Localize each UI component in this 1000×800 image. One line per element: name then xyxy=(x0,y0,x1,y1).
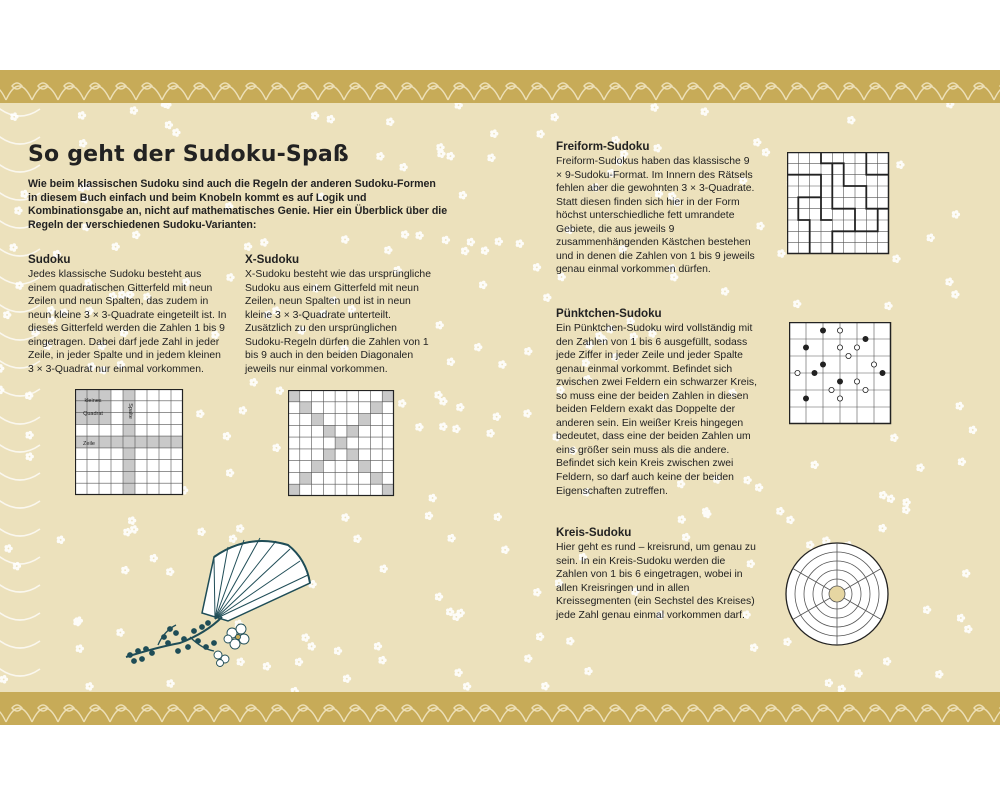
puenktchen-text: Ein Pünktchen-Sudoku wird vollständig mit den Zahlen von 1 bis 6 ausgefüllt, sodass jede Ziffer in jeder Zeile und jeder Spalte genau einmal vorkommt. Befindet sich zwischen zwei Feldern ein schwarzer Kreis, so muss eine der beiden Zahlen in diesen beiden Feldern exakt das Doppelte der anderen sein. Ein weißer Kreis hingegen bedeutet, dass eine der beiden Zahlen um eins größer sein muss als die andere. Befindet sich kein Kreis zwischen zwei Feldern, so darf auch keine der beiden Eigenschaften zutreffen. xyxy=(556,323,757,497)
xsudoku-grid-diagram xyxy=(288,390,396,498)
xsudoku-heading: X-Sudoku xyxy=(245,253,300,266)
freiform-text: Freiform-Sudokus haben das klassische 9 × 9-Sudoku-Format. Im Innern des Rätsels fehlen aber die gewohnten 3 × 3-Quadrate. Statt diesen finden sich hier in der Form höchst unterschiedliche fett umrandete Gebiete, die aus jeweils 9 zusammenhängenden Kästchen bestehen und in denen die Zahlen von 1 bis 9 jeweils genau einmal vorkommen dürfen. xyxy=(556,156,755,276)
folding-fan xyxy=(202,538,310,621)
xsudoku-text: X-Sudoku besteht wie das ursprüngliche Sudoku aus einem Gitterfeld mit neun Zeilen, neun Spalten und ist in neun kleine 3 × 3-Quadrate unterteilt. Zusätzlich zu den ursprünglichen Sudoku-Regeln dürfen die Zahlen von 1 bis 9 auch in den beiden Diagonalen jeweils nur einmal vorkommen. xyxy=(245,269,431,375)
book-spread xyxy=(0,70,1000,725)
sudoku-grid-diagram xyxy=(75,389,185,497)
label-zeile: Zeile xyxy=(83,441,95,447)
kreis-heading: Kreis-Sudoku xyxy=(556,526,632,539)
puenktchen-grid-diagram xyxy=(789,322,893,426)
white-blossoms xyxy=(214,624,249,667)
sudoku-text: Jedes klassische Sudoku besteht aus einem quadratischen Gitterfeld mit neun Zeilen und neun Spalten, das zudem in neun kleine 3 × 3-Quadrate eingeteilt ist. In dieses Gitterfeld werden die Zahlen 1 bis 9 eingetragen. Dabei darf jede Zahl in jeder Zeile, in jeder Spalte und in jedem kleinen 3 × 3-Quadrat nur einmal vorkommen. xyxy=(28,269,227,375)
intro-text: Wie beim klassischen Sudoku sind auch die Regeln der anderen Sudoku-Formen in diesem Buch einfach und beim Knobeln kommt es auf Logik und Kombinationsgabe an, nicht auf mathematisches Genie. Hier ein Überblick über die Regeln der verschiedenen Sudoku-Varianten: xyxy=(28,178,448,231)
label-quadrat: Quadrat xyxy=(83,411,103,417)
freiform-grid-diagram xyxy=(787,152,891,256)
blossom-branch xyxy=(126,617,222,663)
kreis-diagram xyxy=(785,542,889,646)
fan-illustration xyxy=(118,525,318,675)
top-ornament-band xyxy=(0,70,1000,103)
freiform-heading: Freiform-Sudoku xyxy=(556,140,650,153)
page-title: So geht der Sudoku-Spaß xyxy=(28,142,349,167)
bottom-ornament-band xyxy=(0,692,1000,725)
puenktchen-heading: Pünktchen-Sudoku xyxy=(556,307,662,320)
kreis-text: Hier geht es rund – kreisrund, um genau zu sein. In ein Kreis-Sudoku werden die Zahlen von 1 bis 6 eingetragen, wobei in allen Kreisringen und in allen Kreissegmenten (ein Sechstel des Kreises) jede Zahl genau einmal vorkommen darf. xyxy=(556,542,756,621)
sudoku-heading: Sudoku xyxy=(28,253,71,266)
label-spalte: Spalte xyxy=(127,403,133,419)
band-pattern-bottom xyxy=(0,692,1000,725)
band-pattern-top xyxy=(0,70,1000,103)
label-kleines: kleines xyxy=(84,398,102,404)
